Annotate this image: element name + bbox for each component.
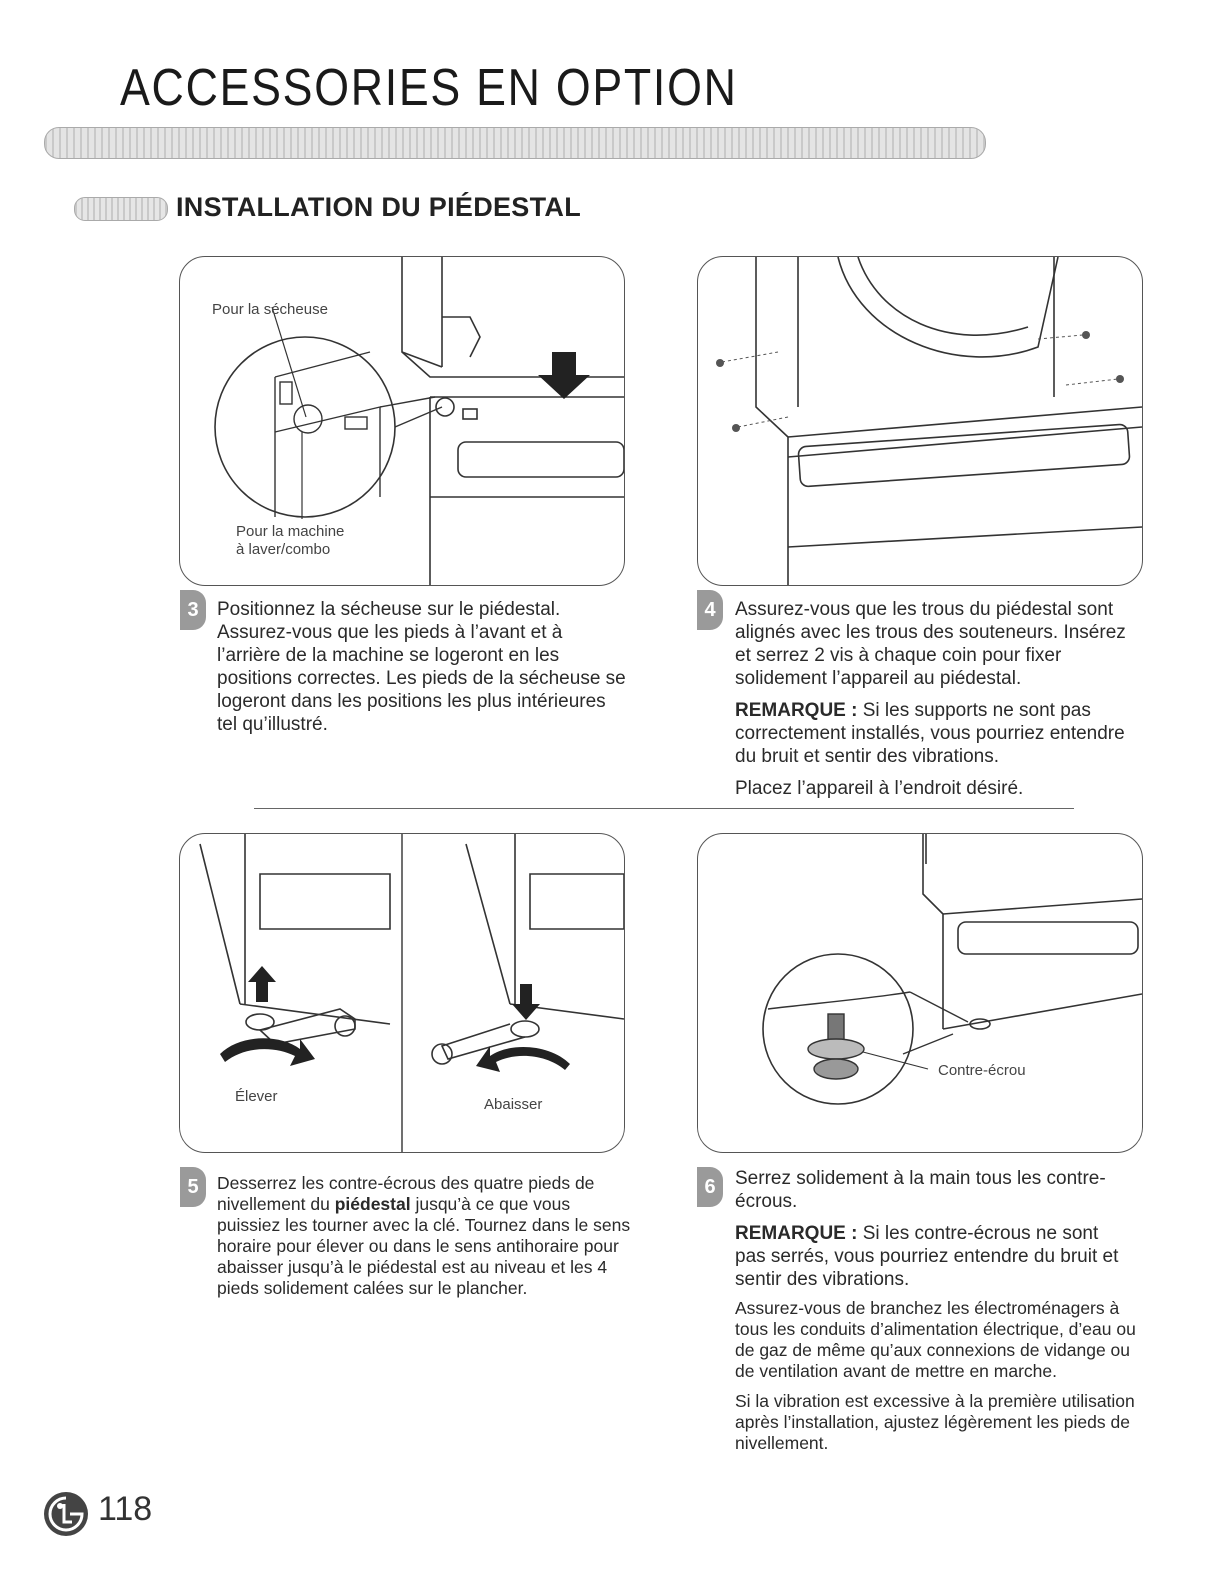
figure-step-6	[697, 833, 1143, 1153]
step-6-text	[735, 1167, 1125, 1300]
locknut-illustration	[698, 834, 1142, 1152]
figure-step-5	[179, 833, 625, 1153]
callout-pour-la-machine: Pour la machine	[236, 523, 345, 540]
step-5-text-before: Desserrez les contre-écrous des quatre pieds de nivellement du	[217, 1173, 595, 1214]
step-6-extra-2: Si la vibration est excessive à la première utilisation après l’installation, ajustez légèrement les pieds de nivellement.	[735, 1391, 1135, 1453]
step-badge-3: 3	[180, 590, 206, 630]
section-divider	[254, 808, 1074, 809]
step-4-text	[735, 598, 1145, 809]
magnifier-circle	[215, 337, 395, 517]
step-5-paragraph	[217, 1173, 632, 1299]
step-4-extra: Placez l’appareil à l’endroit désiré.	[735, 778, 1024, 799]
title-decorative-bar	[44, 127, 986, 159]
rotate-arrow-icon	[220, 1038, 315, 1066]
section-heading: INSTALLATION DU PIÉDESTAL	[176, 192, 581, 222]
step-6-extra	[735, 1298, 1145, 1463]
callout-pour-la-secheuse: Pour la sécheuse	[212, 301, 328, 318]
section-tab-decoration	[74, 197, 168, 221]
figure-step-3	[179, 256, 625, 586]
step-6-extra-1: Assurez-vous de branchez les électroménagers à tous les conduits d’alimentation électrique, d’eau ou de gaz de même qu’aux connexions de vidange ou de ventilation avant de mettre en marche.	[735, 1298, 1136, 1381]
callout-contre-ecrou: Contre-écrou	[938, 1062, 1026, 1079]
screw-icon	[716, 359, 724, 367]
step-6-paragraph: Serrez solidement à la main tous les contre-écrous.	[735, 1168, 1106, 1212]
callout-a-laver-combo: à laver/combo	[236, 541, 331, 558]
step-3-paragraph: Positionnez la sécheuse sur le piédestal. Assurez-vous que les pieds à l’avant et à l’arrière de la machine se logeront en les positions correctes. Les pieds de la sécheuse se logeront dans les positions les plus intérieures tel qu’illustré.	[217, 599, 626, 735]
note-label: REMARQUE :	[735, 700, 858, 721]
screw-icon	[1082, 331, 1090, 339]
step-badge-5: 5	[180, 1167, 206, 1207]
step-4-note	[735, 699, 1145, 768]
up-arrow-icon	[248, 966, 276, 1002]
note-label: REMARQUE :	[735, 1223, 858, 1244]
page-title: ACCESSORIES EN OPTION	[120, 59, 738, 117]
note-text: Si les contre-écrous ne sont pas serrés, vous pourriez entendre du bruit et sentir des vibrations.	[735, 1223, 1119, 1290]
rotate-arrow-icon	[476, 1046, 570, 1072]
lg-logo-icon	[44, 1492, 88, 1536]
figure-step-4	[697, 256, 1143, 586]
step-6-note	[735, 1222, 1125, 1291]
screw-icon	[1116, 375, 1124, 383]
step-5-text	[217, 1173, 632, 1308]
screw-icon	[732, 424, 740, 432]
step-5-text-after: jusqu’à ce que vous puissiez les tourner avec la clé. Tournez dans le sens horaire pour élever ou dans le sens antihoraire pour abaisser jusqu’à le piédestal est au niveau et les 4 pieds solidement calées sur le plancher.	[217, 1194, 631, 1298]
page-number: 118	[98, 1490, 153, 1528]
callout-abaisser: Abaisser	[484, 1096, 543, 1113]
note-text: Si les supports ne sont pas correctement installés, vous pourriez entendre du bruit et sentir des vibrations.	[735, 700, 1125, 767]
pedestal-screws-illustration	[698, 257, 1142, 585]
step-badge-6: 6	[697, 1167, 723, 1207]
step-badge-4: 4	[697, 590, 723, 630]
callout-elever: Élever	[235, 1088, 278, 1105]
down-arrow-icon	[538, 352, 590, 399]
step-4-paragraph: Assurez-vous que les trous du piédestal sont alignés avec les trous des souteneurs. Insérez et serrez 2 vis à chaque coin pour fixer solidement l’appareil au piédestal.	[735, 599, 1126, 689]
step-5-text-bold: piédestal	[334, 1194, 411, 1214]
step-3-text	[217, 598, 627, 745]
down-arrow-icon	[512, 984, 540, 1020]
